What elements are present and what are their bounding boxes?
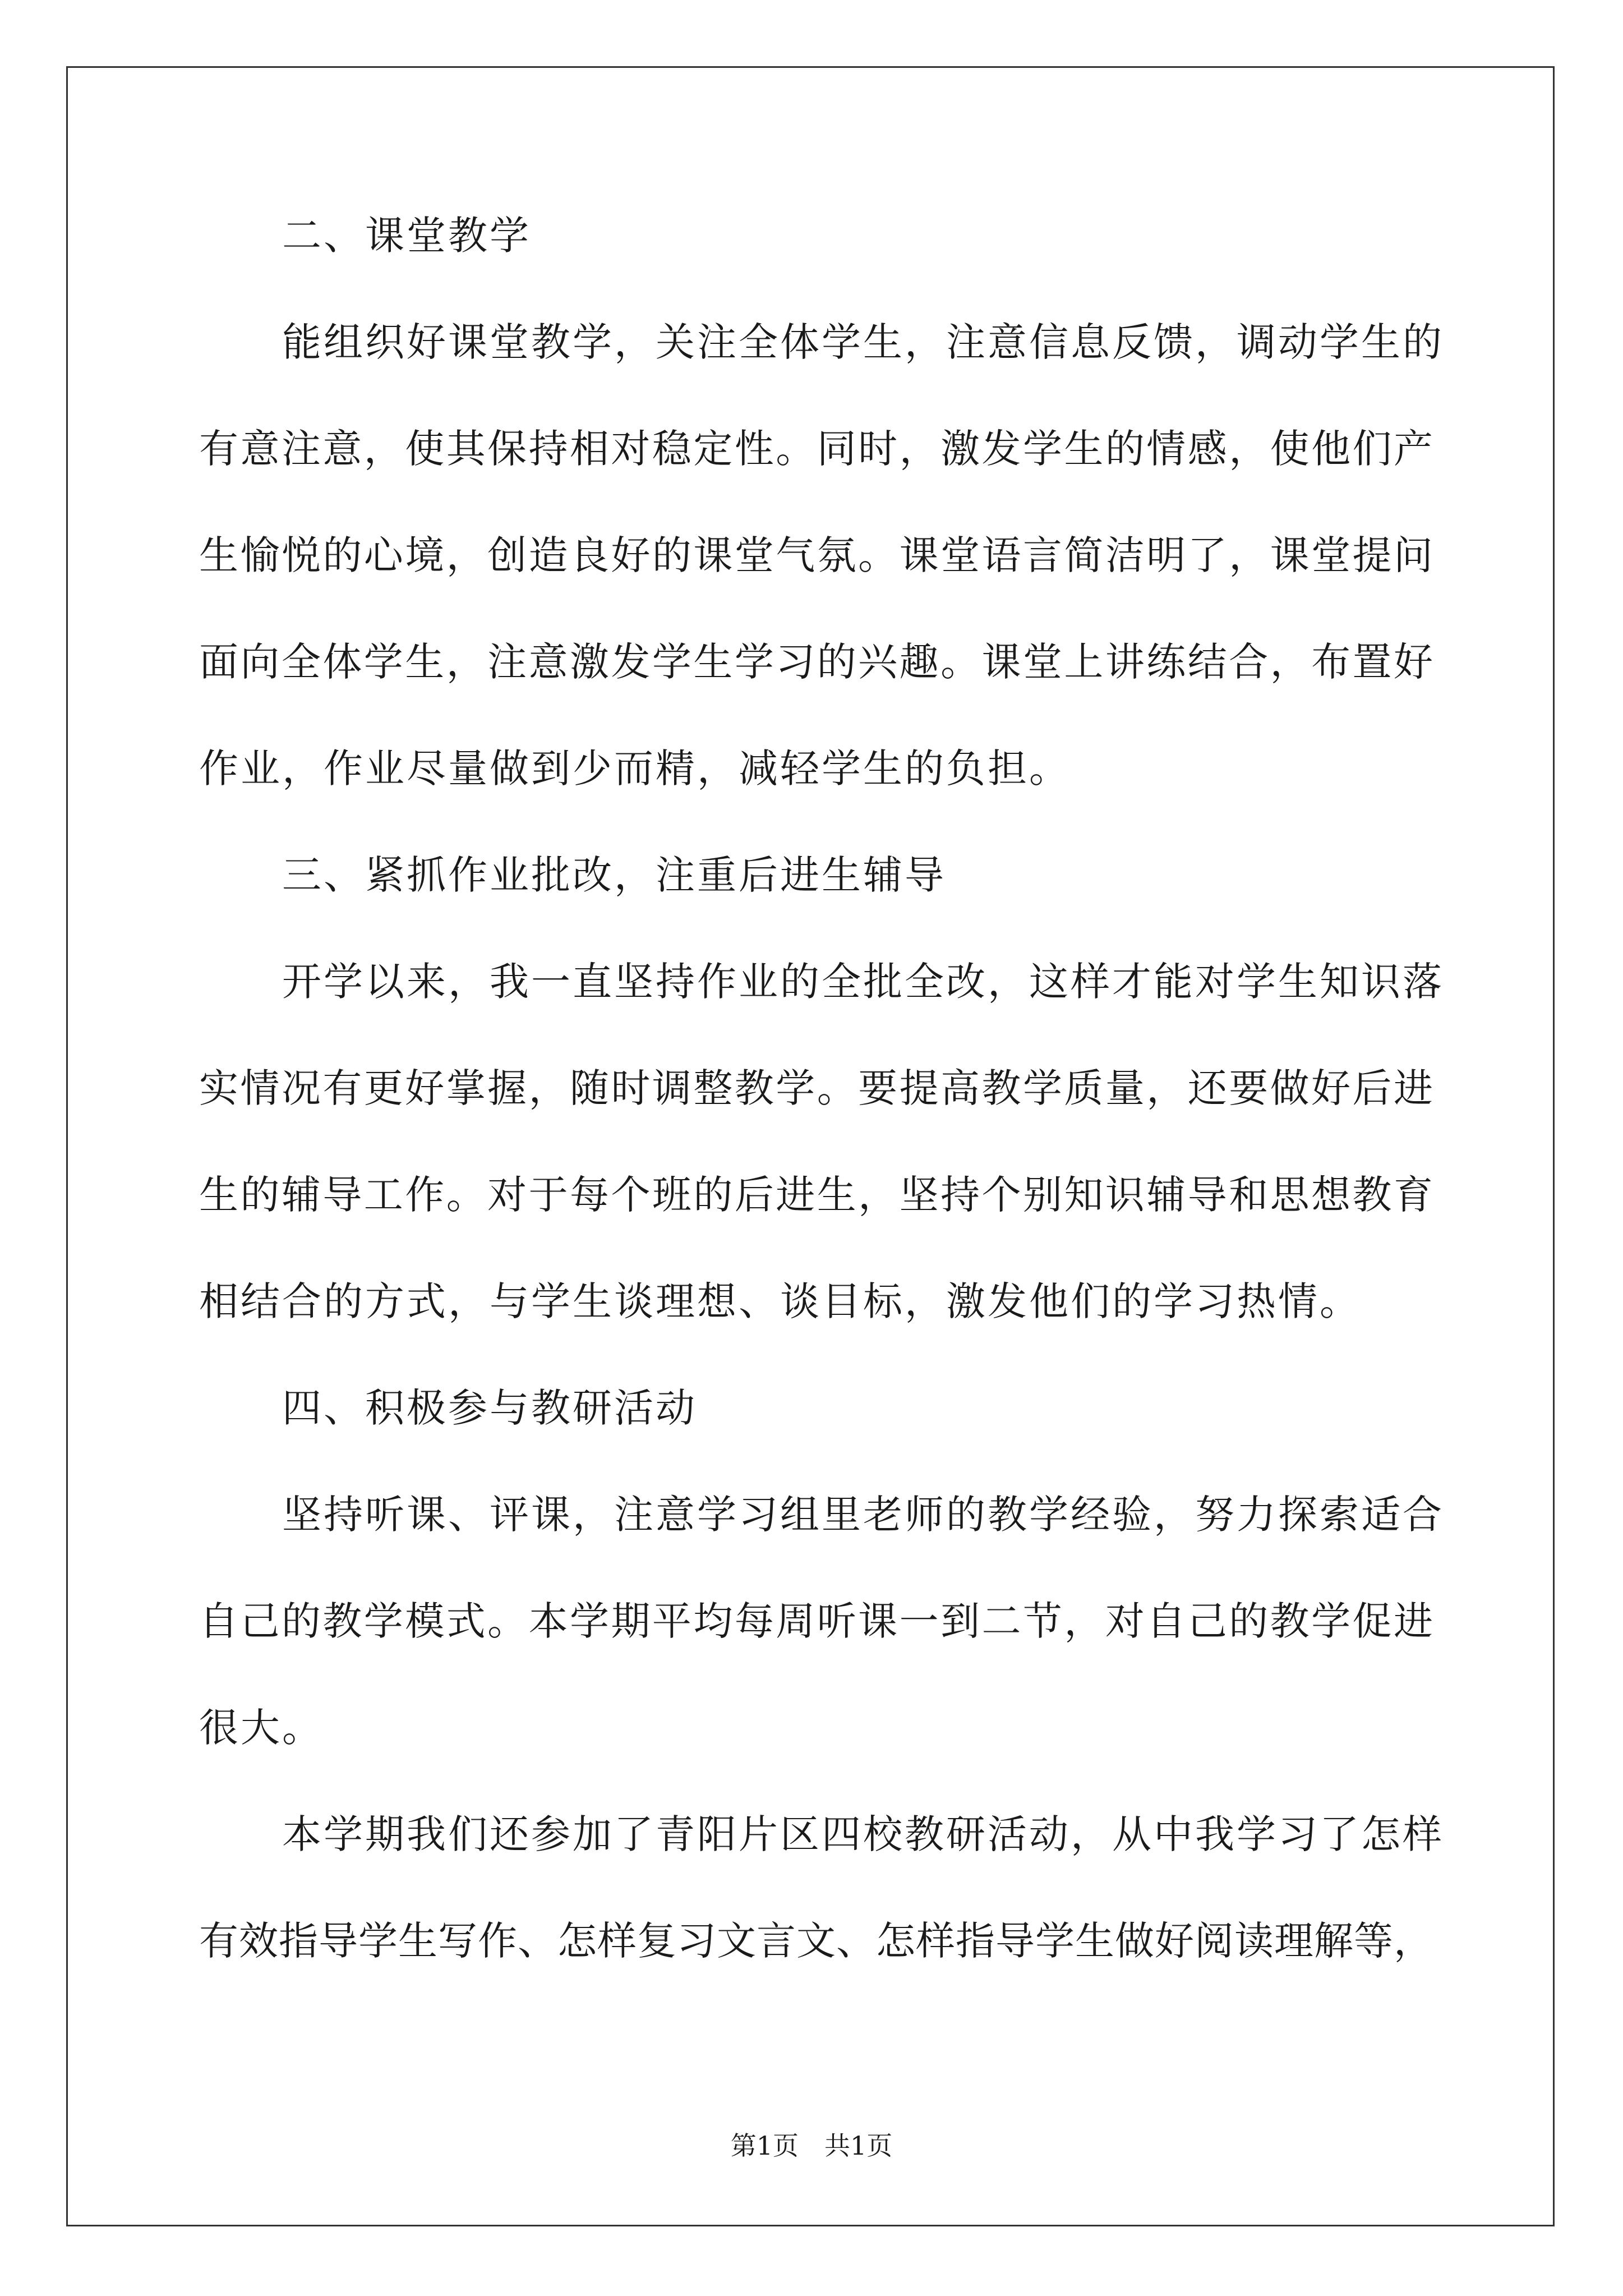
section-heading: 三、紧抓作业批改，注重后进生辅导 xyxy=(282,852,946,898)
paragraph-line: 坚持听课、评课，注意学习组里老师的教学经验，努力探索适合 xyxy=(282,1492,1444,1538)
paragraph-line: 相结合的方式，与学生谈理想、谈目标，激发他们的学习热情。 xyxy=(199,1278,1361,1324)
paragraph-line: 本学期我们还参加了青阳片区四校教研活动，从中我学习了怎样 xyxy=(282,1811,1444,1857)
section-heading: 四、积极参与教研活动 xyxy=(282,1385,697,1431)
paragraph-line: 实情况有更好掌握，随时调整教学。要提高教学质量，还要做好后进 xyxy=(199,1065,1433,1111)
paragraph-line: 面向全体学生，注意激发学生学习的兴趣。课堂上讲练结合，布置好 xyxy=(199,639,1433,685)
paragraph-line: 有效指导学生写作、怎样复习文言文、怎样指导学生做好阅读理解等， xyxy=(199,1918,1433,1964)
paragraph-line: 能组织好课堂教学，关注全体学生，注意信息反馈，调动学生的 xyxy=(282,319,1444,365)
section-heading: 二、课堂教学 xyxy=(282,213,531,259)
paragraph-line: 自己的教学模式。本学期平均每周听课一到二节，对自己的教学促进 xyxy=(199,1598,1433,1644)
paragraph-line: 生愉悦的心境，创造良好的课堂气氛。课堂语言简洁明了，课堂提问 xyxy=(199,532,1433,578)
paragraph-line: 生的辅导工作。对于每个班的后进生，坚持个别知识辅导和思想教育 xyxy=(199,1172,1433,1218)
page-footer: 第1页 共1页 xyxy=(730,2131,893,2161)
paragraph-line: 作业，作业尽量做到少而精，减轻学生的负担。 xyxy=(199,746,1071,792)
paragraph-line: 有意注意，使其保持相对稳定性。同时，激发学生的情感，使他们产 xyxy=(199,426,1433,472)
paragraph-line: 开学以来，我一直坚持作业的全批全改，这样才能对学生知识落 xyxy=(282,959,1444,1005)
paragraph-line: 很大。 xyxy=(199,1705,324,1751)
page-border xyxy=(66,66,1555,2226)
